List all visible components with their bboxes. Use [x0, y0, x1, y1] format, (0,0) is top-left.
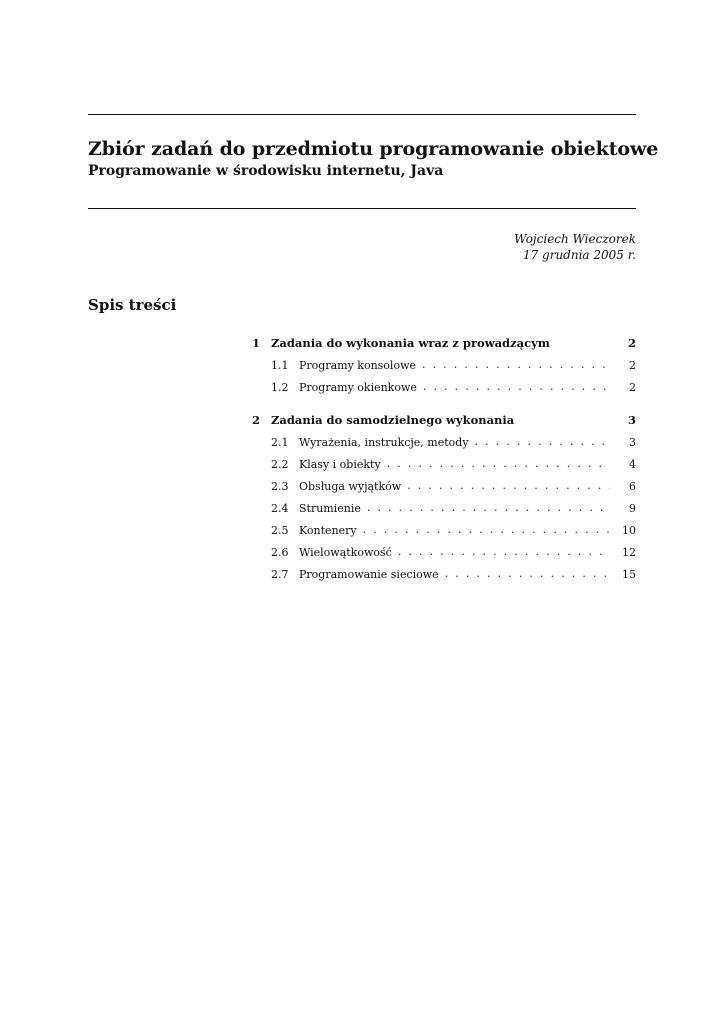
toc-subsection-2-1[interactable]: [252, 431, 636, 453]
toc-subsection-2-6[interactable]: [252, 541, 636, 563]
toc-subsection-number: 2.7: [271, 567, 289, 581]
document-title: Zbiór zadań do przedmiotu programowanie obiektowe: [88, 138, 659, 160]
author-block: [514, 231, 636, 263]
toc-subsection-title: Wyrażenia, instrukcje, metody: [299, 436, 475, 449]
toc-subsection-1-1[interactable]: [252, 354, 636, 376]
toc-section-page: 2: [610, 336, 636, 350]
toc-dot-leader: [363, 523, 610, 537]
toc-subsection-number: 2.1: [271, 435, 289, 449]
toc-subsection-page: 2: [610, 381, 636, 394]
toc-subsection-number: 2.6: [271, 545, 289, 559]
author-name: Wojciech Wieczorek: [514, 232, 636, 246]
toc-subsection-page: 3: [610, 436, 636, 449]
toc-heading: Spis treści: [88, 296, 177, 314]
toc-section-title: Zadania do samodzielnego wykonania: [271, 413, 520, 427]
toc-subsection-number: 1.1: [271, 358, 289, 372]
document-subtitle: Programowanie w środowisku internetu, Java: [88, 163, 444, 179]
toc-subsection-page: 10: [610, 524, 636, 537]
toc-subsection-2-5[interactable]: [252, 519, 636, 541]
toc-subsection-number: 2.4: [271, 501, 289, 515]
toc-section-2[interactable]: [252, 409, 636, 431]
toc-subsection-number: 2.2: [271, 457, 289, 471]
toc-dot-leader: [407, 479, 610, 493]
toc-subsection-page: 15: [610, 568, 636, 581]
toc-subsection-2-7[interactable]: [252, 563, 636, 585]
toc-dot-leader: [367, 501, 610, 515]
toc-subsection-title: Wielowątkowość: [299, 546, 398, 559]
title-bottom-rule: [88, 208, 636, 209]
toc-section-number: 2: [252, 413, 261, 427]
toc-subsection-number: 2.3: [271, 479, 289, 493]
toc-subsection-title: Programowanie sieciowe: [299, 568, 445, 581]
toc-dot-leader: [398, 545, 610, 559]
toc-subsection-2-3[interactable]: [252, 475, 636, 497]
toc-subsection-number: 1.2: [271, 380, 289, 394]
toc-subsection-page: 6: [610, 480, 636, 493]
toc-dot-leader: [387, 457, 610, 471]
toc-subsection-number: 2.5: [271, 523, 289, 537]
toc-section-page: 3: [610, 413, 636, 427]
toc-section-number: 1: [252, 336, 261, 350]
toc-subsection-page: 9: [610, 502, 636, 515]
toc-subsection-title: Klasy i obiekty: [299, 458, 387, 471]
toc-subsection-2-4[interactable]: [252, 497, 636, 519]
document-date: 17 grudnia 2005 r.: [522, 248, 636, 262]
toc-dot-leader: [422, 358, 610, 372]
toc-subsection-title: Strumienie: [299, 502, 367, 515]
toc-subsection-title: Kontenery: [299, 524, 363, 537]
toc-subsection-1-2[interactable]: [252, 376, 636, 398]
title-top-rule: [88, 114, 636, 115]
toc-subsection-title: Programy okienkowe: [299, 381, 423, 394]
toc-subsection-page: 12: [610, 546, 636, 559]
toc-subsection-page: 2: [610, 359, 636, 372]
toc-dot-leader: [475, 435, 610, 449]
toc-subsection-title: Obsługa wyjątków: [299, 480, 407, 493]
toc-dot-leader: [445, 567, 610, 581]
toc-subsection-title: Programy konsolowe: [299, 359, 422, 372]
toc-section-title: Zadania do wykonania wraz z prowadzącym: [271, 336, 556, 350]
table-of-contents: [252, 332, 636, 585]
toc-dot-leader: [423, 380, 610, 394]
toc-subsection-2-2[interactable]: [252, 453, 636, 475]
toc-subsection-page: 4: [610, 458, 636, 471]
toc-section-1[interactable]: [252, 332, 636, 354]
